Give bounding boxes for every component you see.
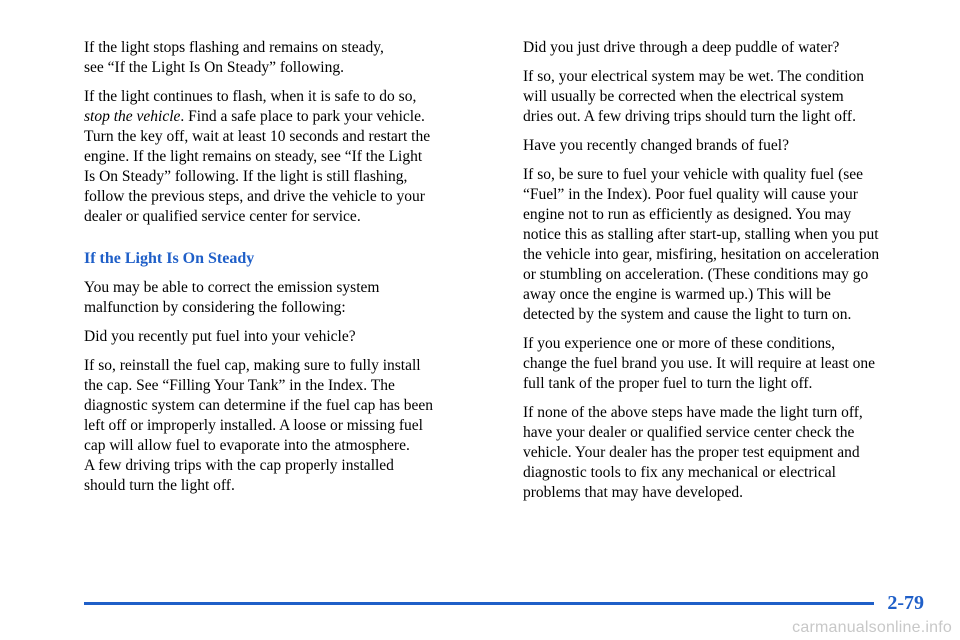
paragraph-correct-malfunction [84, 278, 496, 318]
text-line: detected by the system and cause the light to turn on. [523, 306, 852, 323]
text-line: If you experience one or more of these conditions, [523, 335, 836, 352]
text-line: If so, reinstall the fuel cap, making sure to fully install [84, 357, 421, 374]
stop-the-vehicle-emphasis: stop the vehicle [84, 108, 181, 125]
text-line: Is On Steady” following. If the light is still flashing, [84, 168, 408, 185]
text-line: or stumbling on acceleration. (These conditions may go [523, 266, 869, 283]
paragraph-question-fuel [84, 327, 496, 347]
text-line: dealer or qualified service center for service. [84, 208, 361, 225]
text-line: If so, be sure to fuel your vehicle with quality fuel (see [523, 166, 864, 183]
paragraph-question-fuel-brand [523, 136, 935, 156]
paragraph-light-stops-flashing [84, 38, 496, 78]
text-fragment: . Find a safe place to park your vehicle. [180, 108, 425, 125]
text-line: full tank of the proper fuel to turn the light off. [523, 375, 813, 392]
text-line: engine. If the light remains on steady, see “If the Light [84, 148, 423, 165]
text-line: left off or improperly installed. A loose or missing fuel [84, 417, 423, 434]
section-heading: If the Light Is On Steady [84, 250, 255, 267]
text-line: have your dealer or qualified service center check the [523, 424, 855, 441]
text-line: diagnostic tools to fix any mechanical or electrical [523, 464, 836, 481]
paragraph-see-dealer [523, 403, 935, 503]
text-line: A few driving trips with the cap properly installed [84, 457, 394, 474]
text-line: the vehicle into gear, misfiring, hesitation on acceleration [523, 246, 880, 263]
text-line: malfunction by considering the following: [84, 299, 346, 316]
paragraph-change-fuel-brand [523, 334, 935, 394]
text-line: Turn the key off, wait at least 10 seconds and restart the [84, 128, 431, 145]
paragraph-light-continues-flashing [84, 87, 496, 227]
paragraph-electrical-wet [523, 67, 935, 127]
watermark-text: carmanualsonline.info [792, 619, 952, 636]
text-line: engine not to run as efficiently as designed. You may [523, 206, 852, 223]
paragraph-fuel-quality [523, 165, 935, 325]
text-line: away once the engine is warmed up.) This will be [523, 286, 831, 303]
text-line: cap will allow fuel to evaporate into the atmosphere. [84, 437, 410, 454]
text-line: If so, your electrical system may be wet. The condition [523, 68, 865, 85]
text-line: will usually be corrected when the electrical system [523, 88, 844, 105]
text-line: the cap. See “Filling Your Tank” in the Index. The [84, 377, 395, 394]
text-line: problems that may have developed. [523, 484, 743, 501]
text-line: change the fuel brand you use. It will require at least one [523, 355, 876, 372]
right-column [523, 38, 935, 512]
text-line: follow the previous steps, and drive the vehicle to your [84, 188, 425, 205]
page-number: 2-79 [887, 592, 924, 614]
text-line: If the light continues to flash, when it is safe to do so, [84, 88, 417, 105]
text-line: see “If the Light Is On Steady” following. [84, 59, 344, 76]
text-line: “Fuel” in the Index). Poor fuel quality will cause your [523, 186, 858, 203]
paragraph-fuel-cap [84, 356, 496, 496]
footer-rule [84, 602, 874, 605]
text-line: vehicle. Your dealer has the proper test equipment and [523, 444, 860, 461]
text-line: should turn the light off. [84, 477, 235, 494]
text-line: If none of the above steps have made the light turn off, [523, 404, 863, 421]
text-line: notice this as stalling after start-up, stalling when you put [523, 226, 879, 243]
text-line: dries out. A few driving trips should turn the light off. [523, 108, 856, 125]
text-line-mixed [84, 107, 496, 127]
text-line: If the light stops flashing and remains on steady, [84, 39, 384, 56]
text-line: Did you recently put fuel into your vehicle? [84, 328, 356, 345]
text-line: Have you recently changed brands of fuel? [523, 137, 789, 154]
text-line: diagnostic system can determine if the fuel cap has been [84, 397, 434, 414]
text-line: You may be able to correct the emission system [84, 279, 380, 296]
paragraph-question-puddle [523, 38, 935, 58]
left-column [84, 38, 496, 505]
text-line: Did you just drive through a deep puddle of water? [523, 39, 840, 56]
